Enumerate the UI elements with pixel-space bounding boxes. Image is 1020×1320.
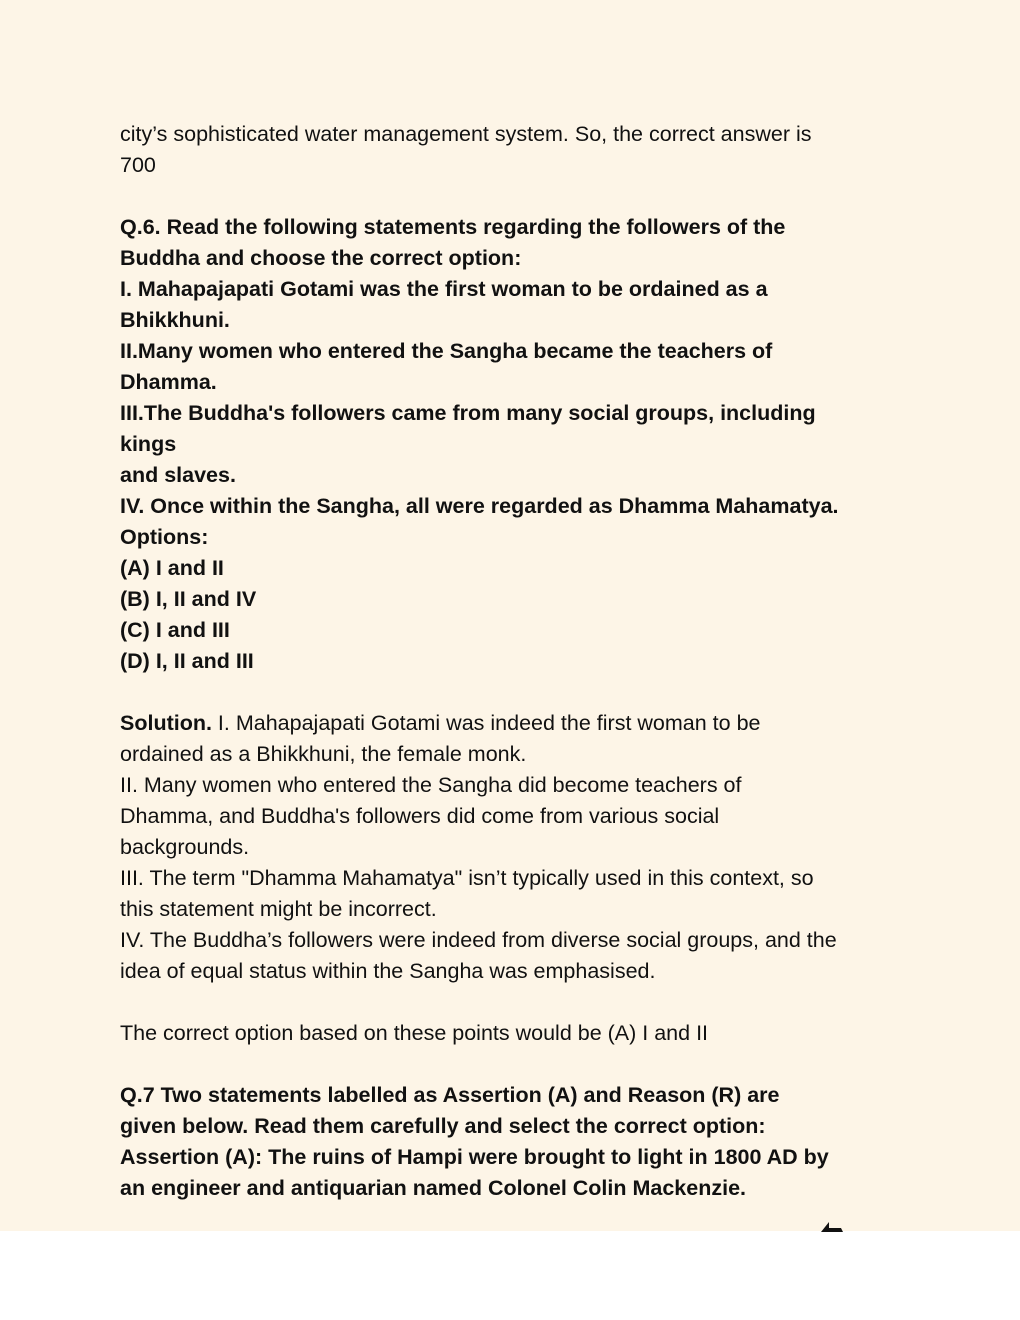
spacer: [120, 181, 920, 212]
mouse-pointer-icon: [819, 1219, 845, 1233]
solution-line: backgrounds.: [120, 835, 250, 859]
question-7-text: an engineer and antiquarian named Colonel Colin Mackenzie.: [120, 1176, 747, 1200]
option-c: (C) I and III: [120, 618, 230, 642]
question-6-text: Q.6. Read the following statements regarding the followers of the: [120, 215, 786, 239]
statement-line: IV. Once within the Sangha, all were regarded as Dhamma Mahamatya.: [120, 494, 839, 518]
solution-line: this statement might be incorrect.: [120, 897, 437, 921]
statement-line: Bhikkhuni.: [120, 308, 230, 332]
statement-line: Dhamma.: [120, 370, 217, 394]
spacer: [120, 1049, 920, 1080]
question-7-text: Q.7 Two statements labelled as Assertion (A) and Reason (R) are: [120, 1083, 780, 1107]
solution-line: Dhamma, and Buddha's followers did come from various social: [120, 804, 720, 828]
solution-first-line: [120, 708, 920, 739]
statement-line: I. Mahapajapati Gotami was the first woman to be ordained as a: [120, 277, 768, 301]
question-6-text: Buddha and choose the correct option:: [120, 246, 522, 270]
text-line: city’s sophisticated water management system. So, the correct answer is: [120, 122, 812, 146]
options-label: Options:: [120, 525, 209, 549]
text-line: 700: [120, 153, 156, 177]
statement-line: II.Many women who entered the Sangha became the teachers of: [120, 339, 773, 363]
page-content: [120, 119, 920, 1204]
solution-line: II. Many women who entered the Sangha did become teachers of: [120, 773, 742, 797]
question-7-text: given below. Read them carefully and select the correct option:: [120, 1114, 766, 1138]
solution-line: ordained as a Bhikkhuni, the female monk.: [120, 742, 527, 766]
solution-text: I. Mahapajapati Gotami was indeed the first woman to be: [211, 711, 761, 735]
statement-line: III.The Buddha's followers came from many social groups, including: [120, 401, 816, 425]
solution-label: Solution.: [120, 711, 212, 735]
conclusion-line: The correct option based on these points would be (A) I and II: [120, 1021, 709, 1045]
spacer: [120, 987, 920, 1018]
solution-line: idea of equal status within the Sangha was emphasised.: [120, 959, 656, 983]
solution-line: III. The term "Dhamma Mahamatya" isn’t typically used in this context, so: [120, 866, 814, 890]
option-a: (A) I and II: [120, 556, 224, 580]
statement-line: kings: [120, 432, 177, 456]
spacer: [120, 677, 920, 708]
statement-line: and slaves.: [120, 463, 236, 487]
solution-line: IV. The Buddha’s followers were indeed from diverse social groups, and the: [120, 928, 837, 952]
question-7-text: Assertion (A): The ruins of Hampi were brought to light in 1800 AD by: [120, 1145, 829, 1169]
option-b: (B) I, II and IV: [120, 587, 257, 611]
option-d: (D) I, II and III: [120, 649, 254, 673]
